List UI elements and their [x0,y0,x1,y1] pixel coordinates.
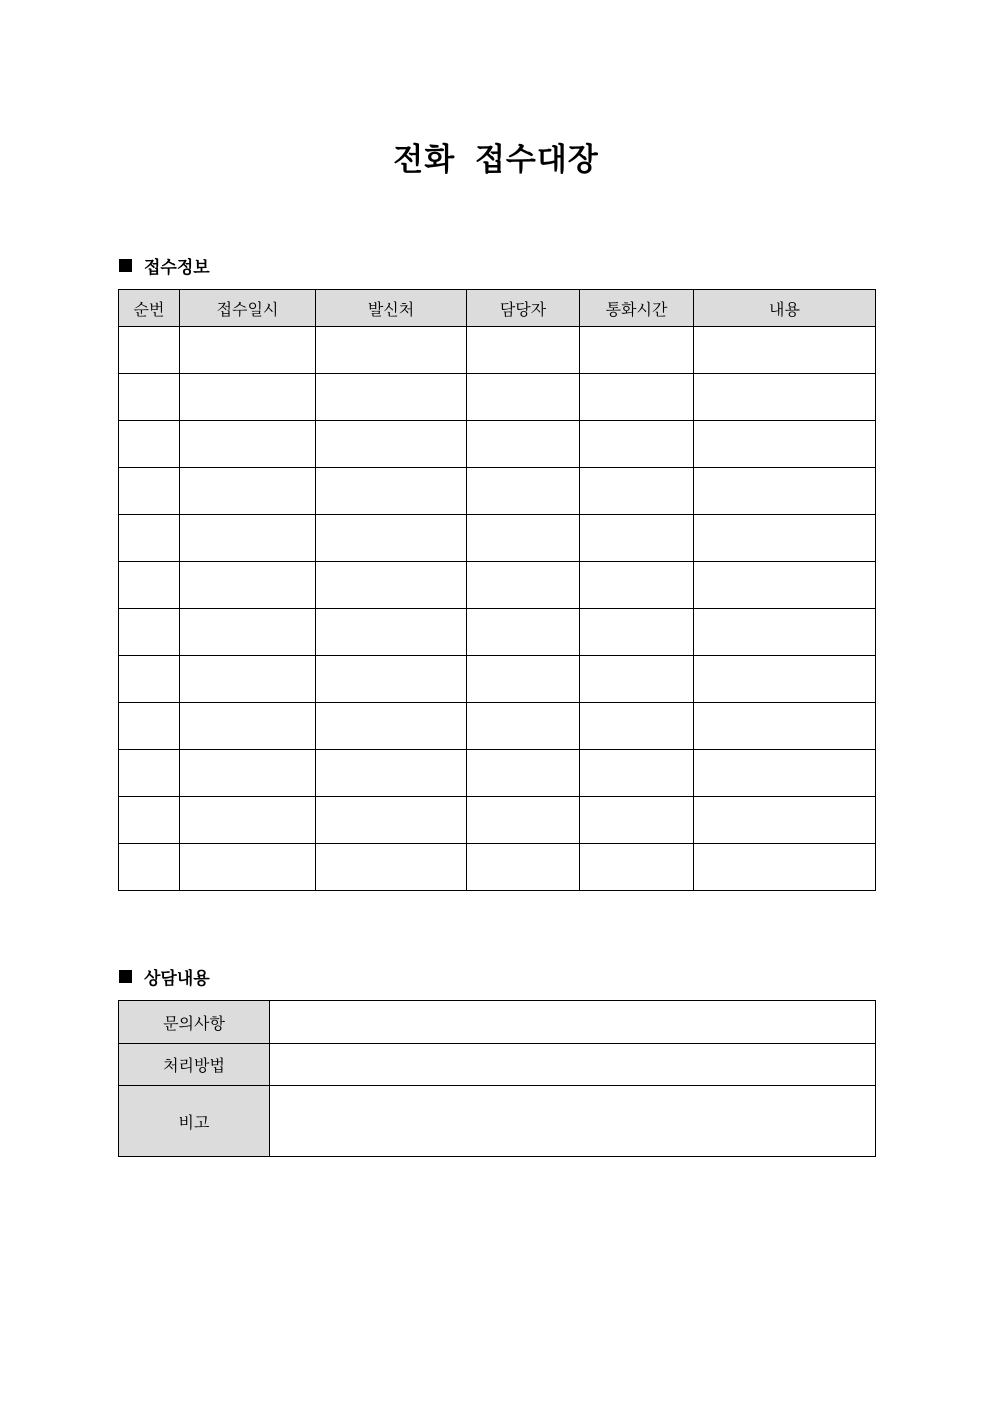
seq-cell[interactable] [119,468,180,515]
inquiry-label: 문의사항 [119,1001,270,1044]
caller-cell[interactable] [316,750,467,797]
datetime-cell[interactable] [180,703,316,750]
caller-cell[interactable] [316,515,467,562]
table-row [119,750,876,797]
table-row [119,797,876,844]
column-header-seq: 순번 [119,290,180,327]
reception-header-row [119,290,876,327]
seq-cell[interactable] [119,327,180,374]
duration-cell[interactable] [580,797,694,844]
content-cell[interactable] [694,703,876,750]
handler-cell[interactable] [467,562,580,609]
column-header-duration: 통화시간 [580,290,694,327]
caller-cell[interactable] [316,562,467,609]
inquiry-value[interactable] [270,1001,876,1044]
remarks-label: 비고 [119,1086,270,1157]
column-header-datetime: 접수일시 [180,290,316,327]
datetime-cell[interactable] [180,421,316,468]
table-row [119,327,876,374]
consult-table [118,1000,876,1157]
seq-cell[interactable] [119,374,180,421]
duration-cell[interactable] [580,609,694,656]
duration-cell[interactable] [580,656,694,703]
seq-cell[interactable] [119,797,180,844]
content-cell[interactable] [694,562,876,609]
duration-cell[interactable] [580,703,694,750]
reception-table-body [119,327,876,891]
content-cell[interactable] [694,844,876,891]
column-header-caller: 발신처 [316,290,467,327]
handler-cell[interactable] [467,656,580,703]
duration-cell[interactable] [580,844,694,891]
table-row [119,844,876,891]
caller-cell[interactable] [316,844,467,891]
handler-cell[interactable] [467,750,580,797]
handling-method-label: 처리방법 [119,1044,270,1086]
content-cell[interactable] [694,374,876,421]
reception-section-label: 접수정보 [144,258,210,278]
handler-cell[interactable] [467,421,580,468]
seq-cell[interactable] [119,656,180,703]
seq-cell[interactable] [119,703,180,750]
content-cell[interactable] [694,468,876,515]
consult-row [119,1086,876,1157]
content-cell[interactable] [694,797,876,844]
seq-cell[interactable] [119,750,180,797]
caller-cell[interactable] [316,797,467,844]
handler-cell[interactable] [467,703,580,750]
table-row [119,374,876,421]
handling-method-value[interactable] [270,1044,876,1086]
content-cell[interactable] [694,656,876,703]
table-row [119,609,876,656]
table-row [119,515,876,562]
handler-cell[interactable] [467,515,580,562]
duration-cell[interactable] [580,374,694,421]
datetime-cell[interactable] [180,750,316,797]
consult-section-label: 상담내용 [144,969,210,989]
handler-cell[interactable] [467,327,580,374]
datetime-cell[interactable] [180,515,316,562]
caller-cell[interactable] [316,468,467,515]
datetime-cell[interactable] [180,609,316,656]
table-row [119,703,876,750]
table-row [119,562,876,609]
caller-cell[interactable] [316,656,467,703]
content-cell[interactable] [694,327,876,374]
column-header-content: 내용 [694,290,876,327]
caller-cell[interactable] [316,703,467,750]
duration-cell[interactable] [580,468,694,515]
datetime-cell[interactable] [180,797,316,844]
caller-cell[interactable] [316,421,467,468]
handler-cell[interactable] [467,844,580,891]
datetime-cell[interactable] [180,374,316,421]
table-row [119,421,876,468]
content-cell[interactable] [694,421,876,468]
handler-cell[interactable] [467,374,580,421]
reception-section-heading [119,253,210,278]
duration-cell[interactable] [580,327,694,374]
seq-cell[interactable] [119,844,180,891]
seq-cell[interactable] [119,562,180,609]
consult-row [119,1044,876,1086]
seq-cell[interactable] [119,515,180,562]
seq-cell[interactable] [119,421,180,468]
caller-cell[interactable] [316,327,467,374]
caller-cell[interactable] [316,609,467,656]
handler-cell[interactable] [467,797,580,844]
duration-cell[interactable] [580,562,694,609]
datetime-cell[interactable] [180,327,316,374]
content-cell[interactable] [694,609,876,656]
handler-cell[interactable] [467,609,580,656]
duration-cell[interactable] [580,515,694,562]
handler-cell[interactable] [467,468,580,515]
table-row [119,468,876,515]
duration-cell[interactable] [580,750,694,797]
content-cell[interactable] [694,750,876,797]
page-title: 전화 접수대장 [393,142,599,178]
seq-cell[interactable] [119,609,180,656]
datetime-cell[interactable] [180,656,316,703]
caller-cell[interactable] [316,374,467,421]
square-bullet-icon [119,259,132,272]
datetime-cell[interactable] [180,844,316,891]
table-row [119,656,876,703]
datetime-cell[interactable] [180,468,316,515]
reception-table [118,289,876,891]
consult-section-heading [119,964,210,989]
column-header-handler: 담당자 [467,290,580,327]
square-bullet-icon [119,970,132,983]
content-cell[interactable] [694,515,876,562]
remarks-value[interactable] [270,1086,876,1157]
consult-row [119,1001,876,1044]
datetime-cell[interactable] [180,562,316,609]
duration-cell[interactable] [580,421,694,468]
